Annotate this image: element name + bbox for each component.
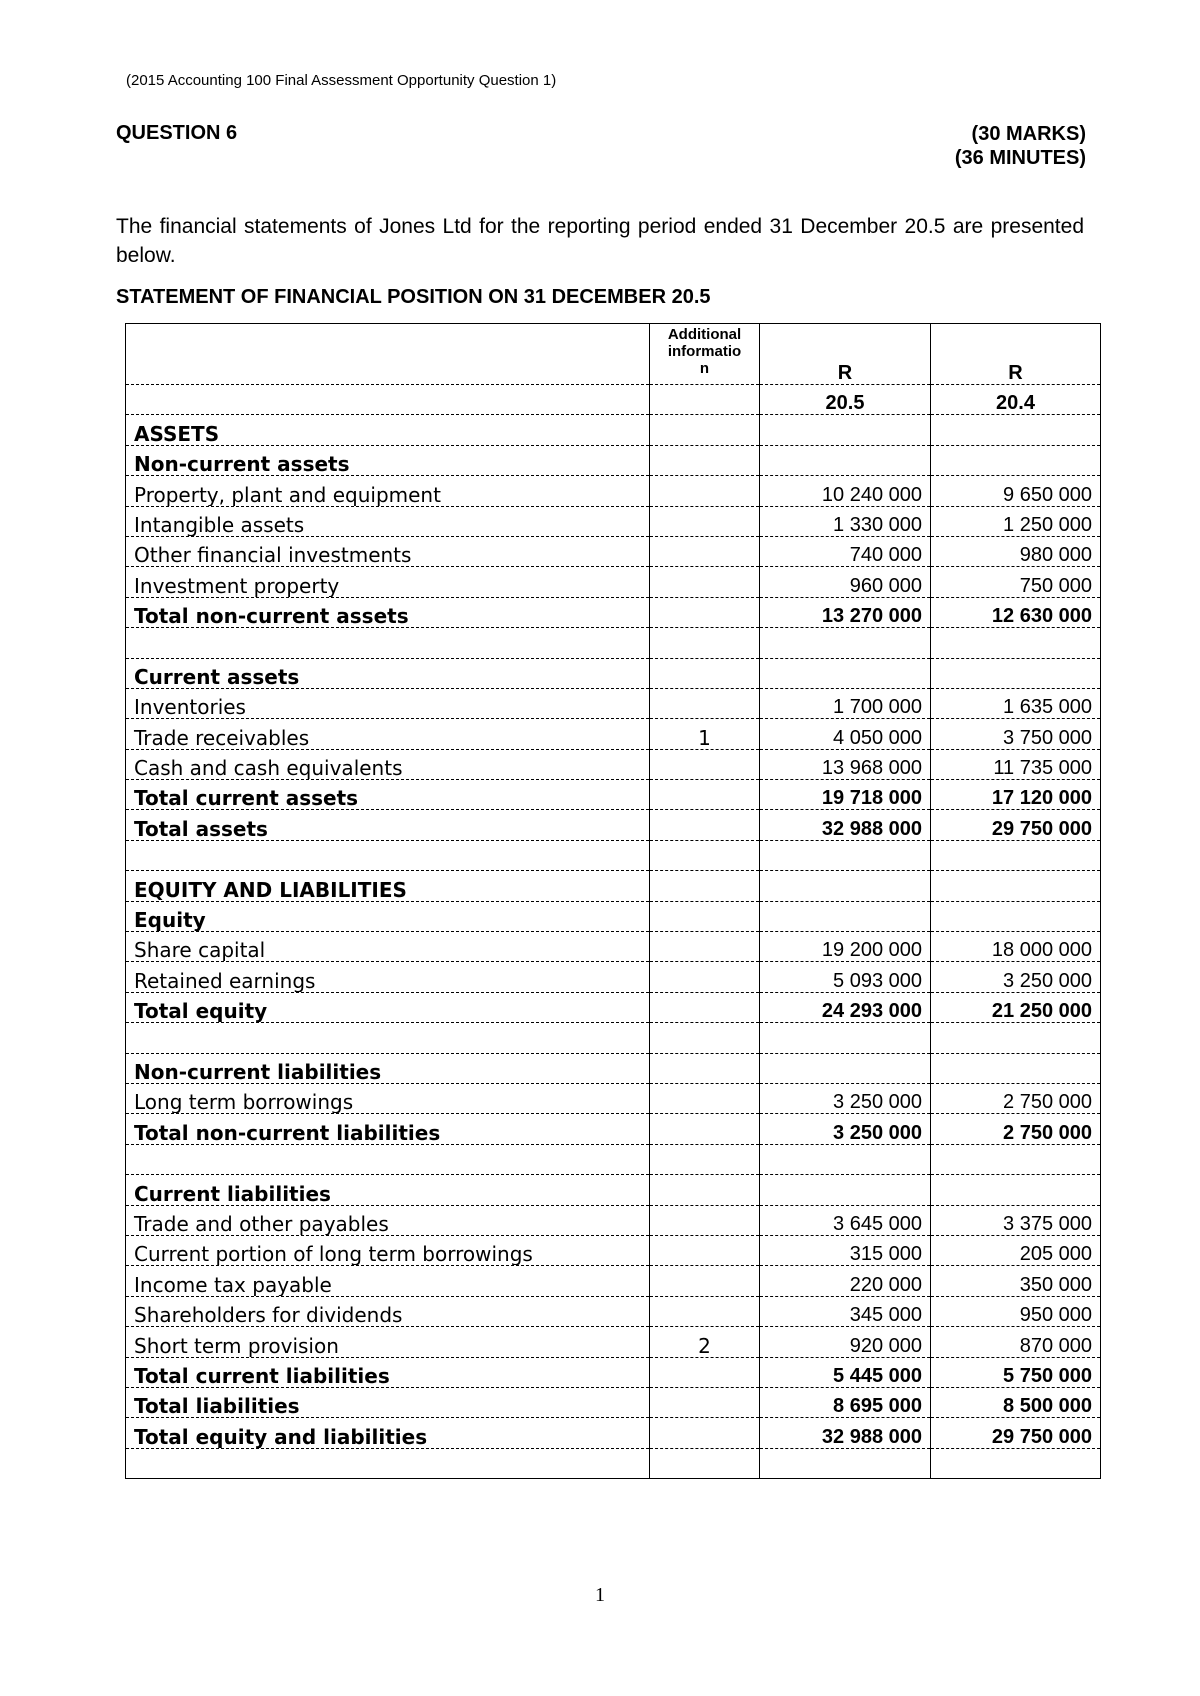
row-value-20-4 <box>931 1053 1101 1083</box>
row-value-20-4: 950 000 <box>931 1296 1101 1326</box>
row-value-20-4: 350 000 <box>931 1266 1101 1296</box>
header-additional-information: Additional informatio n <box>650 324 760 385</box>
row-value-20-5: 920 000 <box>760 1327 931 1357</box>
table-row <box>126 1023 1101 1053</box>
row-label <box>126 1144 650 1174</box>
row-value-20-5: 345 000 <box>760 1296 931 1326</box>
row-label: Property, plant and equipment <box>126 476 650 506</box>
row-value-20-5: 315 000 <box>760 1235 931 1265</box>
row-additional-ref <box>650 628 760 658</box>
table-row <box>126 749 1101 779</box>
row-label: Total liabilities <box>126 1387 650 1417</box>
row-label: Total equity and liabilities <box>126 1418 650 1448</box>
row-label: Current assets <box>126 658 650 688</box>
row-additional-ref <box>650 415 760 445</box>
row-value-20-5: 19 200 000 <box>760 932 931 962</box>
table-row <box>126 1357 1101 1387</box>
row-value-20-4: 12 630 000 <box>931 597 1101 627</box>
row-additional-ref <box>650 1053 760 1083</box>
row-label <box>126 1448 650 1478</box>
row-additional-ref <box>650 567 760 597</box>
question-marks <box>955 122 1086 170</box>
table-row <box>126 840 1101 870</box>
row-additional-ref <box>650 476 760 506</box>
row-additional-ref <box>650 901 760 931</box>
row-value-20-5 <box>760 1448 931 1478</box>
years-additional-cell <box>650 385 760 415</box>
row-value-20-5: 3 250 000 <box>760 1114 931 1144</box>
table-row <box>126 1296 1101 1326</box>
table-row <box>126 476 1101 506</box>
row-label: Share capital <box>126 932 650 962</box>
row-value-20-5 <box>760 1175 931 1205</box>
table-row <box>126 1418 1101 1448</box>
row-value-20-4 <box>931 445 1101 475</box>
row-label: Total assets <box>126 810 650 840</box>
header-year-2: 20.4 <box>931 385 1101 415</box>
row-additional-ref <box>650 780 760 810</box>
row-additional-ref <box>650 749 760 779</box>
row-value-20-4: 2 750 000 <box>931 1083 1101 1113</box>
row-value-20-4: 21 250 000 <box>931 992 1101 1022</box>
row-value-20-4: 2 750 000 <box>931 1114 1101 1144</box>
row-label: ASSETS <box>126 415 650 445</box>
table-row <box>126 628 1101 658</box>
table-row <box>126 1327 1101 1357</box>
row-value-20-4 <box>931 415 1101 445</box>
row-value-20-5 <box>760 1053 931 1083</box>
table-row <box>126 1266 1101 1296</box>
row-additional-ref: 1 <box>650 719 760 749</box>
row-label: Short term provision <box>126 1327 650 1357</box>
row-additional-ref <box>650 1296 760 1326</box>
row-additional-ref <box>650 1114 760 1144</box>
row-label: EQUITY AND LIABILITIES <box>126 871 650 901</box>
table-row <box>126 719 1101 749</box>
row-additional-ref <box>650 445 760 475</box>
table-row <box>126 932 1101 962</box>
table-row <box>126 658 1101 688</box>
table-row <box>126 1053 1101 1083</box>
row-value-20-4: 29 750 000 <box>931 1418 1101 1448</box>
financial-position-table <box>125 323 1101 1479</box>
row-value-20-4: 870 000 <box>931 1327 1101 1357</box>
row-value-20-5 <box>760 415 931 445</box>
row-label <box>126 1023 650 1053</box>
row-label: Total current assets <box>126 780 650 810</box>
header-currency-2: R <box>931 324 1101 385</box>
row-value-20-4: 3 375 000 <box>931 1205 1101 1235</box>
header-year-1: 20.5 <box>760 385 931 415</box>
row-additional-ref <box>650 871 760 901</box>
table-row <box>126 1448 1101 1478</box>
row-value-20-5: 10 240 000 <box>760 476 931 506</box>
row-value-20-4: 17 120 000 <box>931 780 1101 810</box>
table-row <box>126 688 1101 718</box>
table-row <box>126 1083 1101 1113</box>
row-value-20-5: 32 988 000 <box>760 1418 931 1448</box>
row-label <box>126 628 650 658</box>
row-value-20-5 <box>760 628 931 658</box>
row-additional-ref <box>650 536 760 566</box>
row-value-20-4: 11 735 000 <box>931 749 1101 779</box>
row-label: Investment property <box>126 567 650 597</box>
row-value-20-4: 750 000 <box>931 567 1101 597</box>
row-label: Retained earnings <box>126 962 650 992</box>
table-row <box>126 1144 1101 1174</box>
row-label: Inventories <box>126 688 650 718</box>
row-label: Income tax payable <box>126 1266 650 1296</box>
row-label: Long term borrowings <box>126 1083 650 1113</box>
row-value-20-5: 13 968 000 <box>760 749 931 779</box>
row-value-20-5: 740 000 <box>760 536 931 566</box>
row-value-20-5: 960 000 <box>760 567 931 597</box>
row-value-20-4 <box>931 658 1101 688</box>
row-additional-ref <box>650 1387 760 1417</box>
row-value-20-4: 1 635 000 <box>931 688 1101 718</box>
row-label: Current liabilities <box>126 1175 650 1205</box>
row-additional-ref <box>650 1175 760 1205</box>
row-value-20-5: 5 445 000 <box>760 1357 931 1387</box>
row-label: Cash and cash equivalents <box>126 749 650 779</box>
row-value-20-5 <box>760 1023 931 1053</box>
row-additional-ref <box>650 1235 760 1265</box>
row-additional-ref <box>650 688 760 718</box>
intro-paragraph: The financial statements of Jones Ltd for the reporting period ended 31 December 20.5 are presented below. <box>116 215 1084 267</box>
row-value-20-4: 9 650 000 <box>931 476 1101 506</box>
row-additional-ref <box>650 1266 760 1296</box>
row-value-20-5 <box>760 901 931 931</box>
row-additional-ref <box>650 932 760 962</box>
row-value-20-4 <box>931 1175 1101 1205</box>
marks-label: (30 MARKS) <box>971 123 1086 145</box>
table-row <box>126 962 1101 992</box>
row-additional-ref <box>650 840 760 870</box>
row-value-20-4: 3 250 000 <box>931 962 1101 992</box>
row-value-20-4: 3 750 000 <box>931 719 1101 749</box>
table-row <box>126 506 1101 536</box>
row-additional-ref <box>650 1205 760 1235</box>
table-row <box>126 1235 1101 1265</box>
row-value-20-4: 205 000 <box>931 1235 1101 1265</box>
row-value-20-4 <box>931 871 1101 901</box>
row-label: Current portion of long term borrowings <box>126 1235 650 1265</box>
row-value-20-4 <box>931 1023 1101 1053</box>
table-row <box>126 871 1101 901</box>
row-additional-ref <box>650 658 760 688</box>
row-value-20-4 <box>931 1448 1101 1478</box>
row-value-20-5: 5 093 000 <box>760 962 931 992</box>
table-header-row <box>126 324 1101 385</box>
row-value-20-5 <box>760 445 931 475</box>
header-description-cell <box>126 324 650 385</box>
question-title: QUESTION 6 <box>116 122 238 144</box>
row-value-20-5: 3 645 000 <box>760 1205 931 1235</box>
table-row <box>126 1387 1101 1417</box>
row-value-20-4: 18 000 000 <box>931 932 1101 962</box>
table-row <box>126 901 1101 931</box>
row-additional-ref <box>650 992 760 1022</box>
row-value-20-4: 5 750 000 <box>931 1357 1101 1387</box>
row-value-20-4: 1 250 000 <box>931 506 1101 536</box>
row-value-20-5 <box>760 658 931 688</box>
page-number: 1 <box>595 1584 605 1606</box>
row-value-20-5: 24 293 000 <box>760 992 931 1022</box>
row-label <box>126 840 650 870</box>
row-label: Shareholders for dividends <box>126 1296 650 1326</box>
row-value-20-5 <box>760 840 931 870</box>
row-additional-ref <box>650 506 760 536</box>
row-additional-ref <box>650 1357 760 1387</box>
row-additional-ref <box>650 810 760 840</box>
row-label: Total current liabilities <box>126 1357 650 1387</box>
row-label: Non-current assets <box>126 445 650 475</box>
row-label: Trade receivables <box>126 719 650 749</box>
row-value-20-5: 3 250 000 <box>760 1083 931 1113</box>
table-row <box>126 567 1101 597</box>
row-value-20-4: 980 000 <box>931 536 1101 566</box>
row-additional-ref <box>650 1144 760 1174</box>
table-row <box>126 1205 1101 1235</box>
row-value-20-4: 29 750 000 <box>931 810 1101 840</box>
table-row <box>126 1175 1101 1205</box>
row-label: Equity <box>126 901 650 931</box>
statement-title: STATEMENT OF FINANCIAL POSITION ON 31 DECEMBER 20.5 <box>116 286 711 308</box>
table-row <box>126 415 1101 445</box>
table-row <box>126 445 1101 475</box>
row-label: Trade and other payables <box>126 1205 650 1235</box>
table-row <box>126 992 1101 1022</box>
minutes-label: (36 MINUTES) <box>954 147 1086 169</box>
row-label: Non-current liabilities <box>126 1053 650 1083</box>
row-additional-ref: 2 <box>650 1327 760 1357</box>
table-row <box>126 536 1101 566</box>
row-additional-ref <box>650 962 760 992</box>
table-row <box>126 597 1101 627</box>
row-value-20-4 <box>931 628 1101 658</box>
row-value-20-5: 220 000 <box>760 1266 931 1296</box>
row-value-20-4 <box>931 840 1101 870</box>
row-label: Total non-current liabilities <box>126 1114 650 1144</box>
row-value-20-5: 8 695 000 <box>760 1387 931 1417</box>
row-value-20-5 <box>760 1144 931 1174</box>
header-note: (2015 Accounting 100 Final Assessment Opportunity Question 1) <box>126 72 557 89</box>
row-value-20-5: 1 700 000 <box>760 688 931 718</box>
row-additional-ref <box>650 597 760 627</box>
row-value-20-5: 4 050 000 <box>760 719 931 749</box>
header-currency-1: R <box>760 324 931 385</box>
years-description-cell <box>126 385 650 415</box>
row-value-20-5: 32 988 000 <box>760 810 931 840</box>
row-additional-ref <box>650 1418 760 1448</box>
row-value-20-5: 1 330 000 <box>760 506 931 536</box>
row-value-20-4 <box>931 1144 1101 1174</box>
row-value-20-5: 19 718 000 <box>760 780 931 810</box>
row-value-20-5: 13 270 000 <box>760 597 931 627</box>
row-label: Total equity <box>126 992 650 1022</box>
table-row <box>126 780 1101 810</box>
row-label: Total non-current assets <box>126 597 650 627</box>
row-value-20-4 <box>931 901 1101 931</box>
row-additional-ref <box>650 1023 760 1053</box>
table-row <box>126 810 1101 840</box>
row-value-20-4: 8 500 000 <box>931 1387 1101 1417</box>
row-label: Other financial investments <box>126 536 650 566</box>
table-years-row <box>126 385 1101 415</box>
row-additional-ref <box>650 1448 760 1478</box>
row-additional-ref <box>650 1083 760 1113</box>
table-row <box>126 1114 1101 1144</box>
row-label: Intangible assets <box>126 506 650 536</box>
row-value-20-5 <box>760 871 931 901</box>
